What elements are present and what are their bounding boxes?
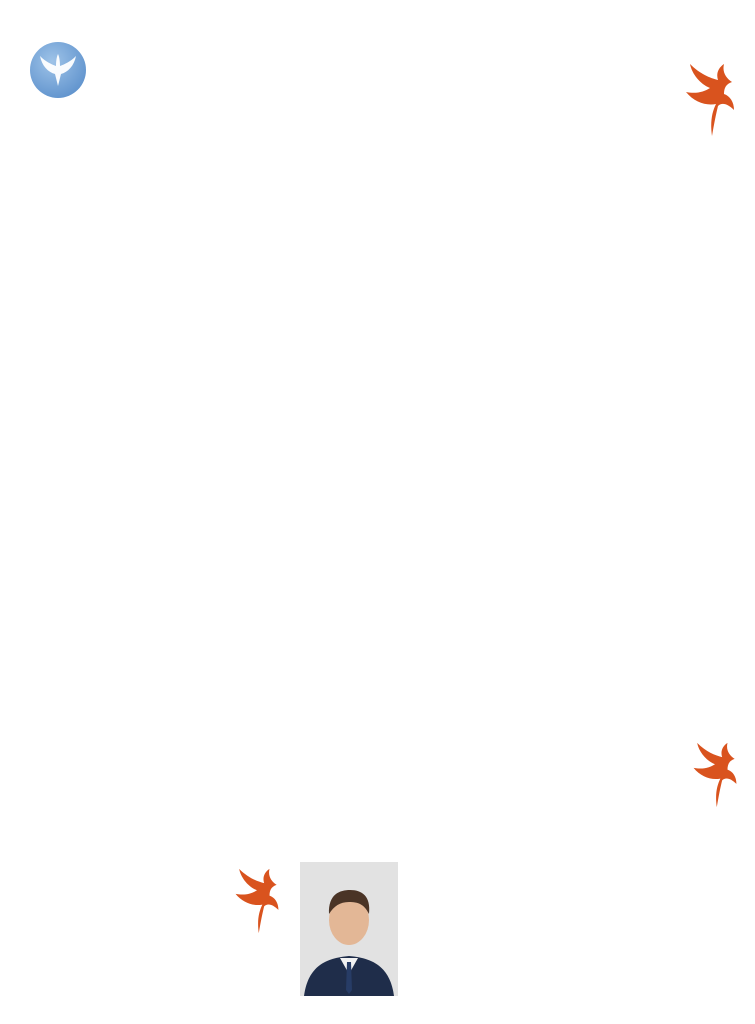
phoenix-icon <box>682 62 738 138</box>
phoenix-icon <box>232 866 282 936</box>
avenir-logo <box>30 42 230 100</box>
phoenix-icon <box>30 42 86 98</box>
mayor-photo <box>300 862 398 996</box>
phoenix-icon <box>690 740 740 810</box>
